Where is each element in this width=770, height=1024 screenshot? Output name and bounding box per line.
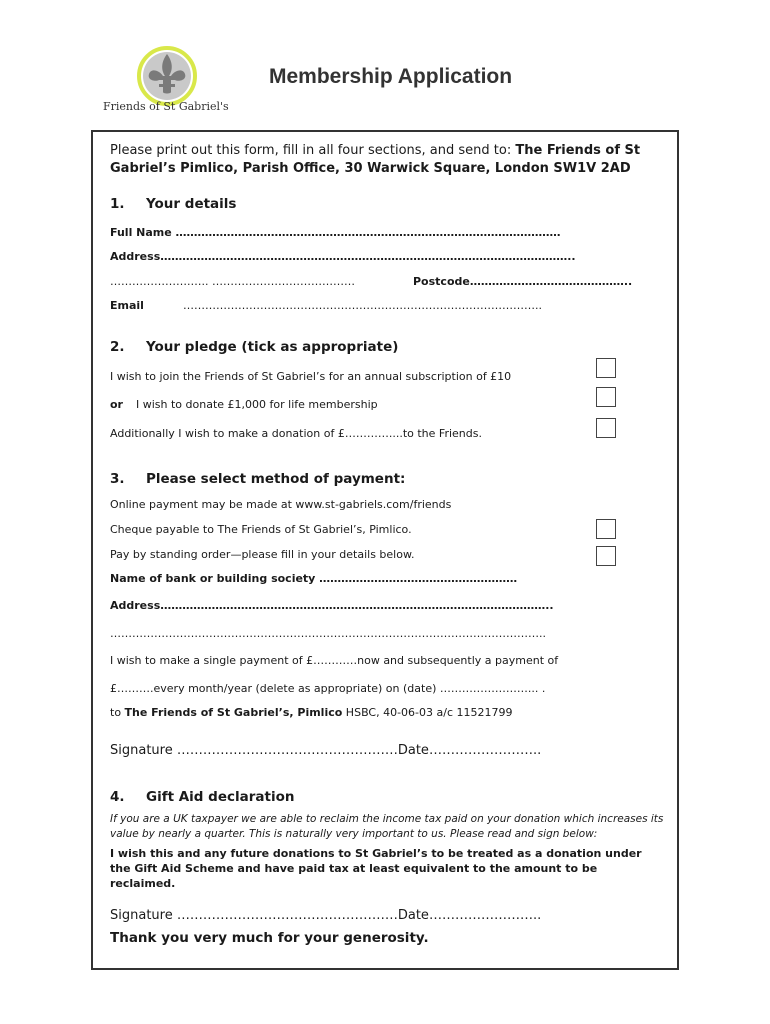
date-dots: ……………………..	[428, 743, 542, 758]
section2-number: 2.	[110, 339, 125, 355]
signature-line-2[interactable]	[110, 908, 541, 923]
signature-dots: ……………………………………………	[176, 743, 398, 758]
single-payment-text[interactable]: I wish to make a single payment of £…………now and subsequently a payment of	[110, 654, 559, 667]
date-label-2: Date	[397, 908, 429, 923]
payee-prefix: to	[110, 706, 125, 719]
pledge-annual-checkbox[interactable]	[596, 358, 616, 378]
pledge-donation-checkbox[interactable]	[596, 418, 616, 438]
standing-order-checkbox[interactable]	[596, 546, 616, 566]
email-label: Email	[110, 299, 144, 312]
bank-name-field[interactable]: Name of bank or building society ………………………………………………	[110, 572, 518, 585]
logo-caption: Friends of St Gabriel's	[103, 100, 229, 113]
section2-title: Your pledge (tick as appropriate)	[146, 339, 399, 355]
fleur-de-lis-logo-icon	[137, 46, 197, 106]
cheque-checkbox[interactable]	[596, 519, 616, 539]
pledge-or-label: or	[110, 398, 123, 411]
cheque-label: Cheque payable to The Friends of St Gabriel’s, Pimlico.	[110, 523, 412, 536]
recurring-payment-text[interactable]: £……….every month/year (delete as appropriate) on (date) ……………………... .	[110, 682, 546, 695]
intro-address: The Friends of St Gabriel’s Pimlico, Parish Office, 30 Warwick Square, London SW1V 2AD	[110, 143, 641, 176]
section3-title: Please select method of payment:	[146, 471, 406, 487]
pledge-life-checkbox[interactable]	[596, 387, 616, 407]
pledge-annual-label: I wish to join the Friends of St Gabriel’s for an annual subscription of £10	[110, 370, 512, 383]
payee-name: The Friends of St Gabriel’s, Pimlico	[124, 706, 343, 719]
application-form	[91, 130, 679, 970]
page-header	[0, 0, 770, 128]
date-dots-2: ……………………..	[428, 908, 542, 923]
section1-number: 1.	[110, 196, 125, 212]
date-label: Date	[397, 743, 429, 758]
section4-title: Gift Aid declaration	[146, 789, 295, 805]
gift-aid-declaration: I wish this and any future donations to St Gabriel’s to be treated as a donation under the Gift Aid Scheme and have paid tax at least equivalent to the amount to be reclaimed.	[110, 847, 642, 890]
intro-instruction: Please print out this form, fill in all four sections, and send to:	[110, 143, 516, 158]
bank-address-field-1[interactable]: Address……………………………………………………………………………………………..	[110, 599, 554, 612]
section1-title: Your details	[146, 196, 237, 212]
intro-text	[110, 142, 670, 178]
bank-address-field-2[interactable]: ………………………………………………………………………………………………………..	[110, 627, 546, 640]
full-name-field[interactable]: Full Name ……………………………………………………………………………………………	[110, 226, 561, 239]
payee-text	[110, 706, 513, 719]
signature-label-2: Signature	[110, 908, 173, 923]
online-payment-text: Online payment may be made at www.st-gabriels.com/friends	[110, 498, 452, 511]
section3-number: 3.	[110, 471, 125, 487]
postcode-field[interactable]: Postcode……………………………………..	[413, 275, 633, 288]
page-title: Membership Application	[269, 65, 513, 88]
signature-label: Signature	[110, 743, 173, 758]
payee-account: HSBC, 40-06-03 a/c 11521799	[342, 706, 513, 719]
pledge-donation-label: Additionally I wish to make a donation of £…………....to the Friends.	[110, 427, 482, 440]
email-field[interactable]: ……………………………………………………………………………………..	[183, 299, 542, 312]
signature-line-1[interactable]	[110, 743, 541, 758]
standing-order-label: Pay by standing order—please fill in your details below.	[110, 548, 415, 561]
pledge-life-label: I wish to donate £1,000 for life membership	[136, 398, 378, 411]
address-field-2[interactable]: ………………….….. …………………………………	[110, 275, 355, 288]
address-field-1[interactable]: Address…………………………………………………………………………………………………..	[110, 250, 576, 263]
thank-you-text: Thank you very much for your generosity.	[110, 930, 429, 946]
signature-dots-2: ……………………………………………	[176, 908, 398, 923]
section4-number: 4.	[110, 789, 125, 805]
gift-aid-info: If you are a UK taxpayer we are able to reclaim the income tax paid on your donation which increases its value by nearly a quarter. This is naturally very important to us. Please read and sign below:	[110, 813, 664, 840]
